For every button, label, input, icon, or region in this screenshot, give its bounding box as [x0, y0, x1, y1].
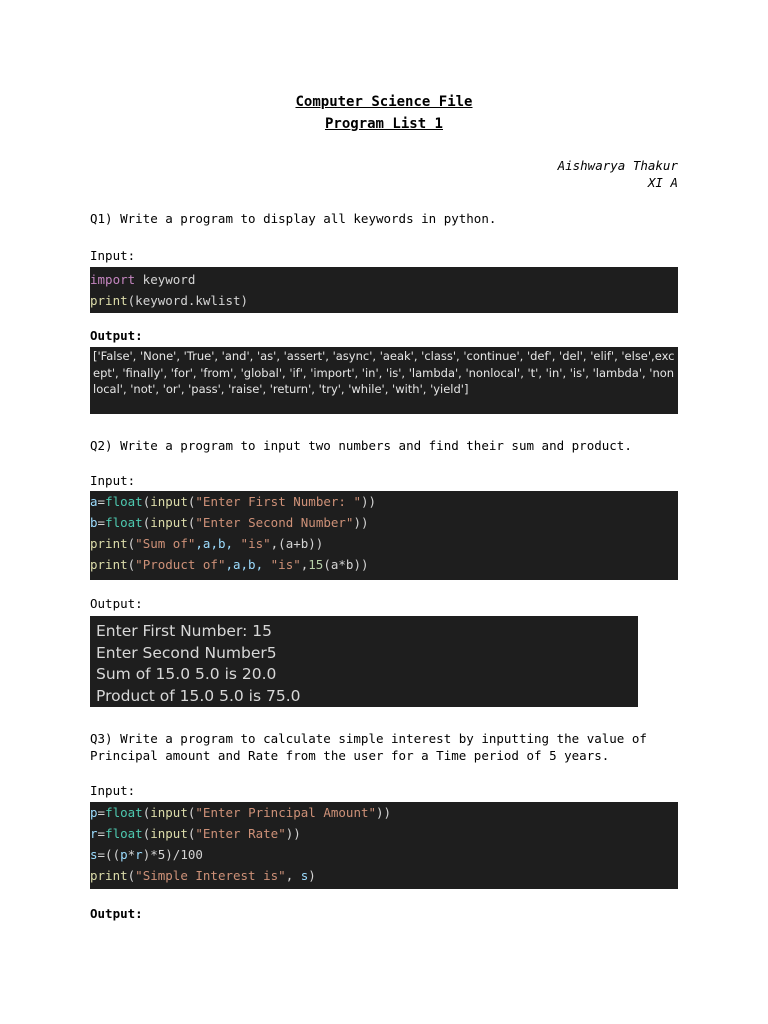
- code-line: s=((p*r)*5)/100: [90, 847, 203, 862]
- q2-input-label: Input:: [90, 473, 136, 488]
- q1-input-label: Input:: [90, 248, 136, 263]
- q2-console-output: [90, 616, 638, 707]
- code-line: b=float(input("Enter Second Number")): [90, 515, 369, 530]
- question-2: Q2) Write a program to input two numbers and find their sum and product.: [90, 438, 632, 453]
- question-1: Q1) Write a program to display all keywords in python.: [90, 211, 497, 226]
- q1-output-block: ['False', 'None', 'True', 'and', 'as', 'assert', 'async', 'aeak', 'class', 'continue', 'def', 'del', 'elif', 'else',except', 'finally', 'for', 'from', 'global', 'if', 'import', 'in', 'is', 'lambda', 'nonlocal', 't', 'in', 'is', 'lambda', 'nonlocal', 'not', 'or', 'pass', 'raise', 'return', 'try', 'while', 'with', 'yield']: [90, 347, 678, 414]
- q1-output-label: Output:: [90, 328, 143, 343]
- q1-code-block: [90, 267, 678, 313]
- author-class: XI A: [647, 175, 678, 190]
- question-3: Q3) Write a program to calculate simple interest by inputting the value of Principal amount and Rate from the user for a Time period of 5 years.: [90, 731, 655, 763]
- q3-input-label: Input:: [90, 783, 136, 798]
- q3-code-block: [90, 802, 678, 889]
- q3-output-label: Output:: [90, 906, 143, 921]
- code-line: print("Simple Interest is", s): [90, 868, 316, 883]
- console-line: Enter Second Number5: [96, 643, 277, 662]
- code-line: p=float(input("Enter Principal Amount")): [90, 805, 392, 820]
- console-line: Product of 15.0 5.0 is 75.0: [96, 686, 301, 705]
- document-subtitle: Program List 1: [324, 116, 443, 132]
- console-line: Enter First Number: 15: [96, 622, 272, 640]
- console-line: Sum of 15.0 5.0 is 20.0: [96, 665, 277, 683]
- code-line: print("Product of",a,b, "is",15(a*b)): [90, 557, 369, 572]
- q2-output-label: Output:: [90, 596, 143, 611]
- code-line: print(keyword.kwlist): [90, 293, 249, 308]
- code-line: r=float(input("Enter Rate")): [90, 826, 301, 841]
- code-line: a=float(input("Enter First Number: ")): [90, 494, 377, 509]
- code-line: import keyword: [90, 272, 196, 287]
- q2-code-block: [90, 491, 678, 580]
- code-line: print("Sum of",a,b, "is",(a+b)): [90, 536, 324, 551]
- document-title: Computer Science File: [295, 94, 473, 110]
- author-name: Aishwarya Thakur: [557, 158, 678, 173]
